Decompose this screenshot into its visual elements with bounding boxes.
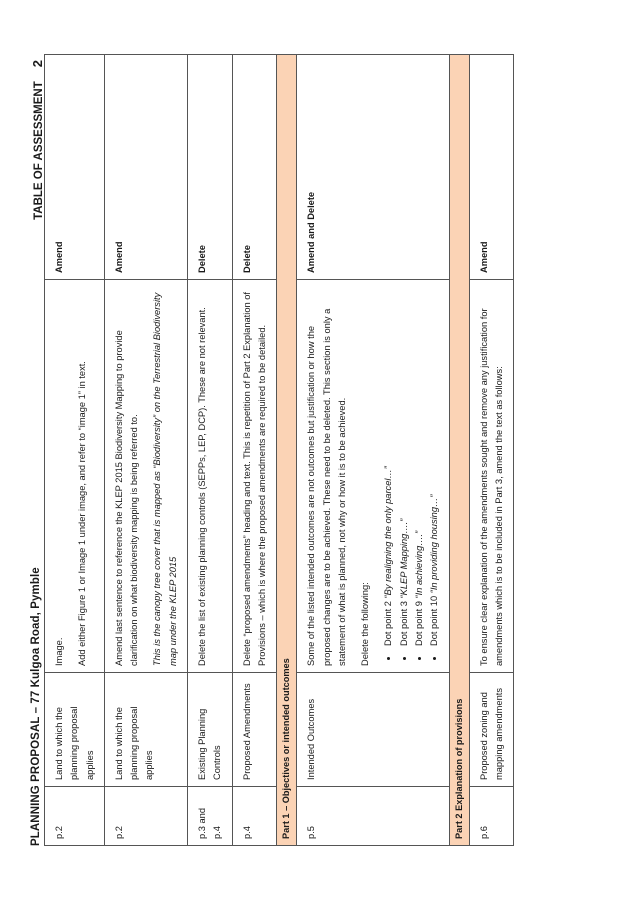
page-ref-cell: p.3 and p.4 [188,787,233,846]
comment-cell: To ensure clear explanation of the amendments sought and remove any justification for amendments which is to be included in Part 3, amend the text as follows: [469,280,514,673]
comment-cell [45,280,105,673]
comment-text: Image. [54,637,64,666]
item-cell: Proposed zoning and mapping amendments [469,673,514,787]
comment-text: Delete the following: [360,582,371,666]
comment-text: Amend last sentence to reference the KLEP 2015 Biodiversity Mapping to provide clarification on what biodiversity mapping is being referred to. [113,330,140,666]
item-cell: Land to which the planning proposal applies [104,673,187,787]
table-row [469,55,514,846]
section-title: TABLE OF ASSESSMENT [33,81,45,220]
section-header-row [277,55,297,846]
item-cell: Intended Outcomes [297,673,449,787]
comment-cell [104,280,187,673]
item-cell: Proposed Amendments [232,673,277,787]
delete-list [381,286,442,666]
list-item: • Dot point 3 “KLEP Mapping….” [397,286,412,648]
section-header-row [449,55,469,846]
table-row [297,55,449,846]
comment-text: Some of the listed intended outcomes are not outcomes but justification or how the proposed changes are to be achieved. These need to be deleted. This section is only a statement of what is planned, not why or how it is to be achieved. [306,308,347,666]
comment-cell [297,280,449,673]
list-item: • Dot point 2 “By realigning the only parcel…” [381,286,396,648]
table-row [232,55,277,846]
action-cell: Delete [232,55,277,280]
assessment-table [44,54,514,846]
list-item: • Dot point 9 “In achieving….” [412,286,427,648]
table-row [188,55,233,846]
document-section-header [30,60,45,220]
page-ref-cell: p.5 [297,787,449,846]
table-row [104,55,187,846]
list-item: • Dot point 10 “In providing housing…” [427,286,442,648]
item-cell: Land to which the planning proposal applies [45,673,105,787]
section-heading: Part 1 – Objectives or intended outcomes [277,55,297,846]
action-cell: Amend and Delete [297,55,449,280]
page-ref-cell: p.2 [45,787,105,846]
page-ref-cell: p.2 [104,787,187,846]
document-title: PLANNING PROPOSAL – 77 Kulgoa Road, Pymble [30,567,42,846]
comment-cell: Delete the list of existing planning controls (SEPPs, LEP, DCP). These are not relevant. [188,280,233,673]
comment-text: Add either Figure 1 or Image 1 under image, and refer to “image 1” in text. [77,361,88,666]
page-ref-cell: p.6 [469,787,514,846]
action-cell: Amend [104,55,187,280]
action-cell: Amend [45,55,105,280]
action-cell: Amend [469,55,514,280]
page-number: 2 [30,60,45,68]
page-ref-cell: p.4 [232,787,277,846]
section-heading: Part 2 Explanation of provisions [449,55,469,846]
comment-cell: Delete “proposed amendments” heading and text. This is repetition of Part 2 Explanation of Provisions – which is where the proposed amendments are required to be detailed. [232,280,277,673]
action-cell: Delete [188,55,233,280]
comment-italic-text: This is the canopy tree cover that is mapped as “Biodiversity” on the Terrestrial Biodiversity map under the KLEP 2015 [152,292,178,666]
item-cell: Existing Planning Controls [188,673,233,787]
table-row [45,55,105,846]
